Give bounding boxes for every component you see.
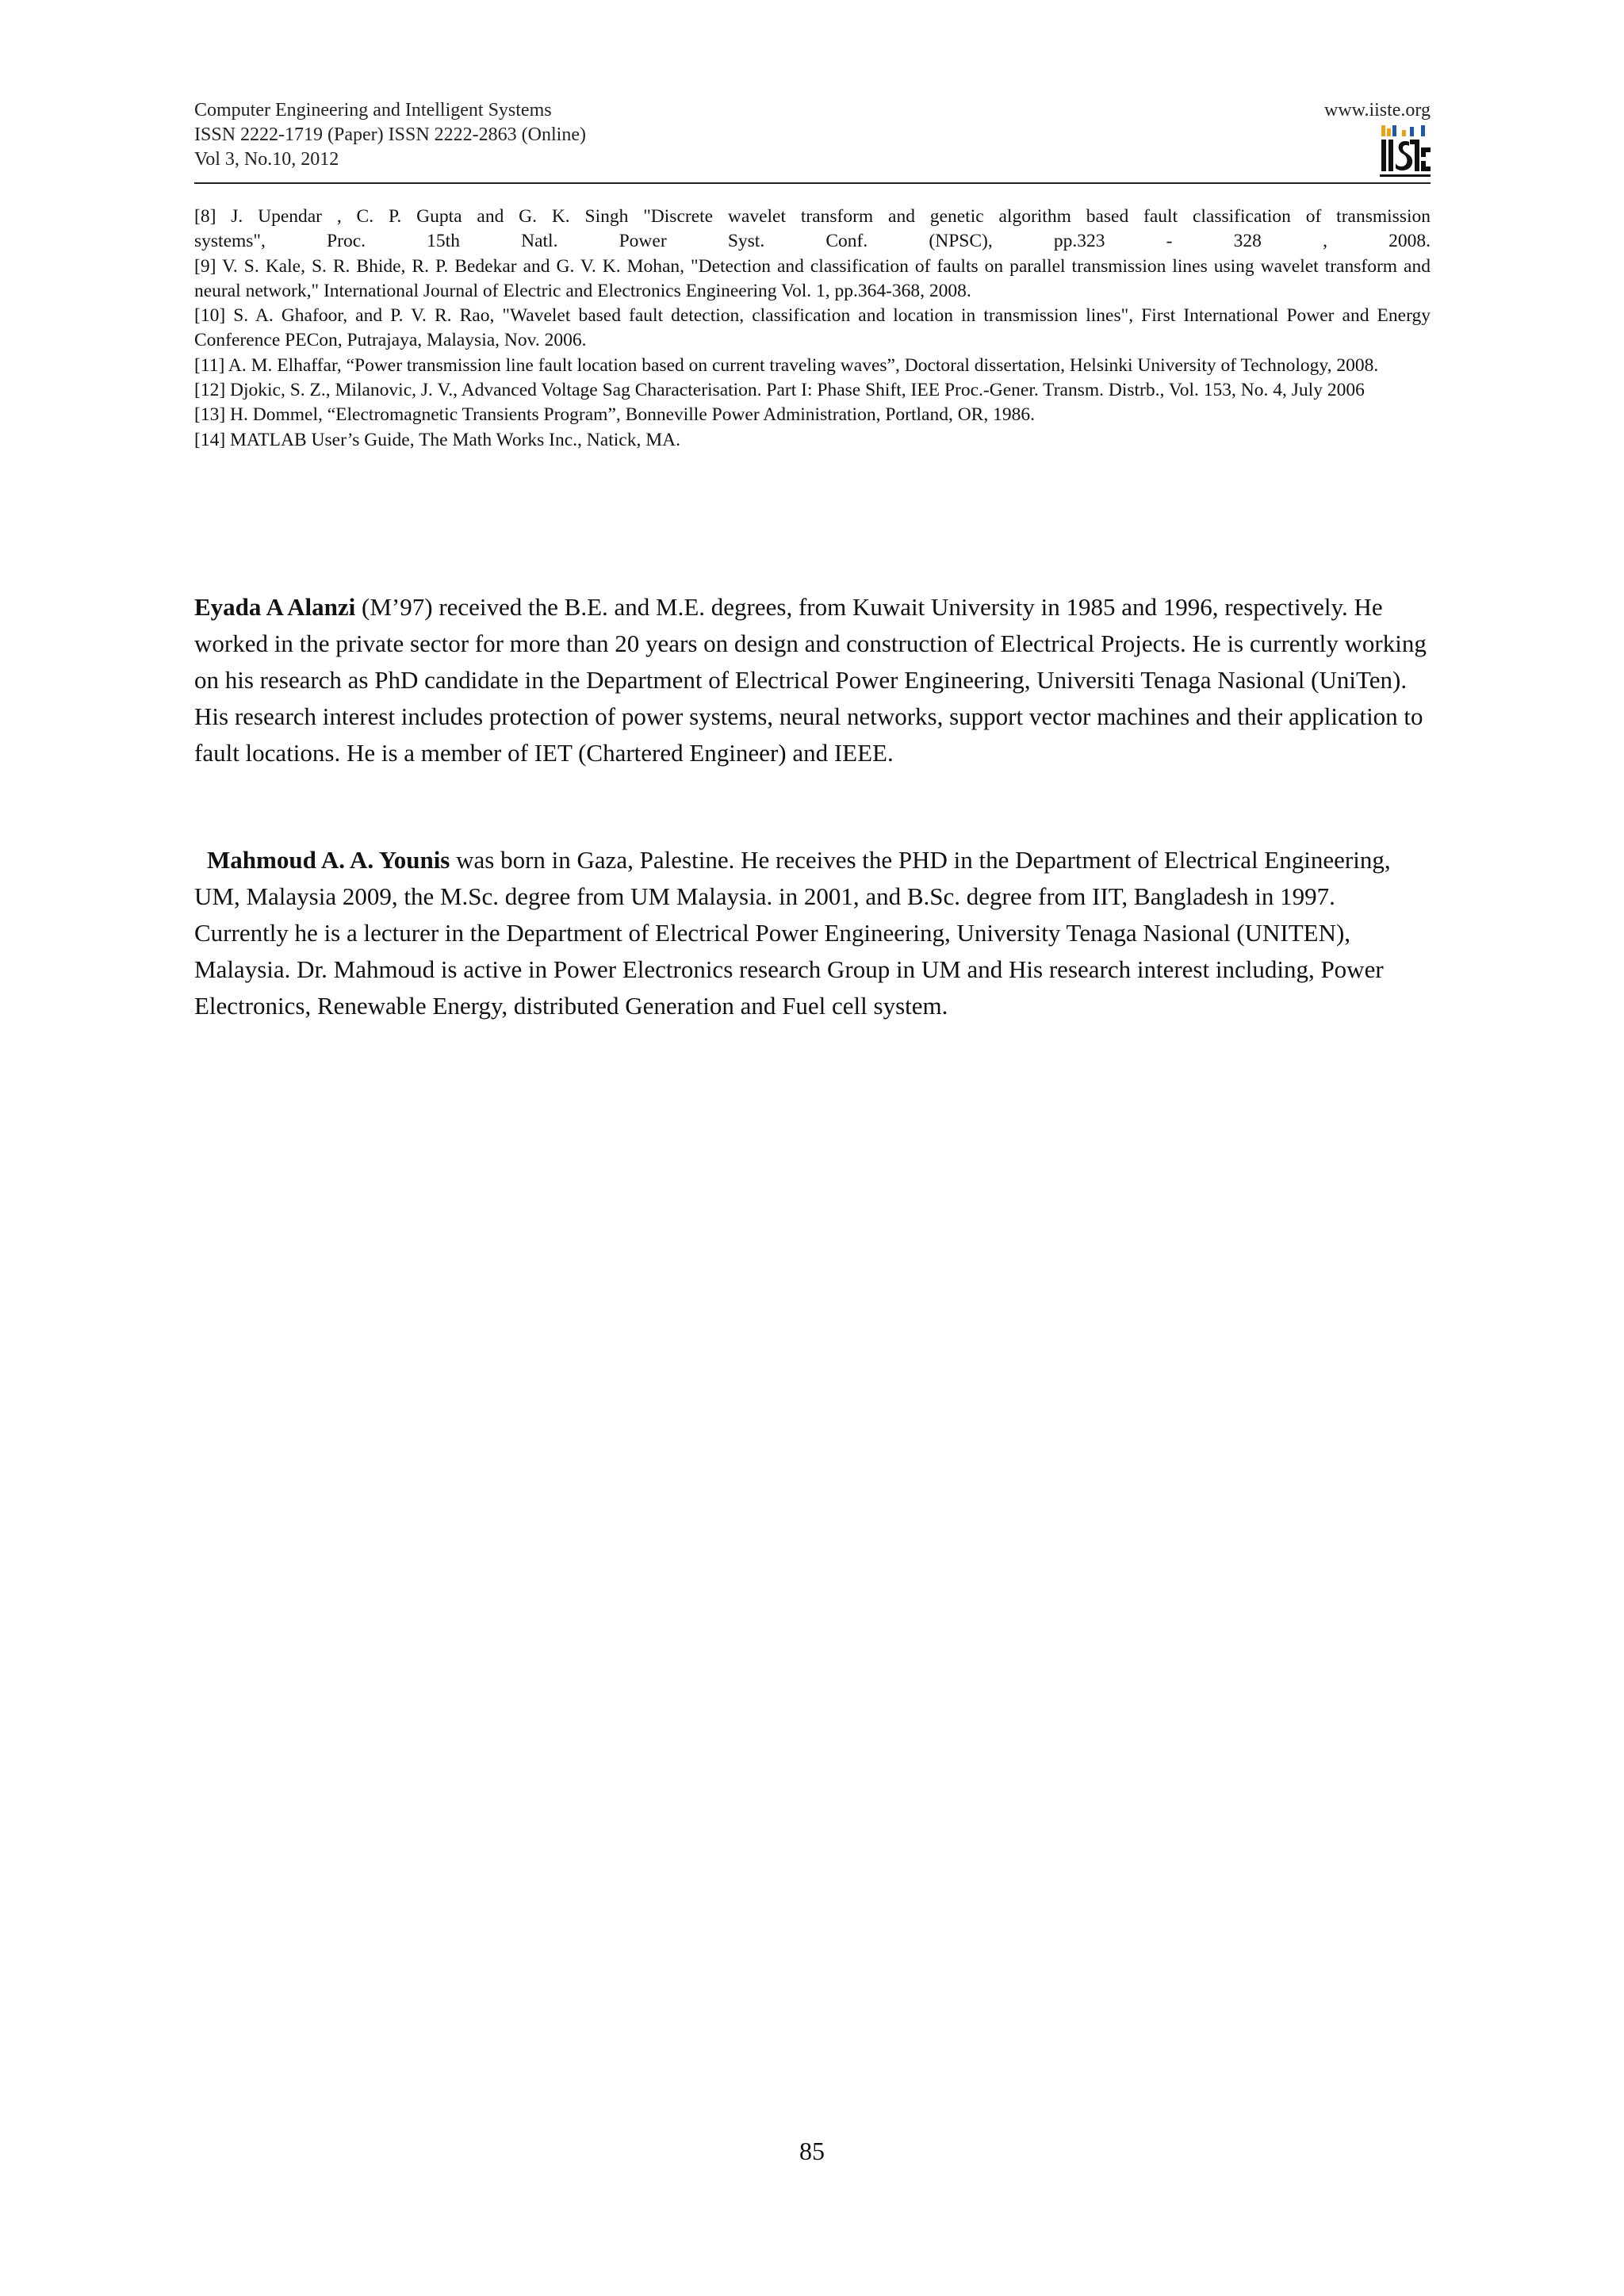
reference-item: [10] S. A. Ghafoor, and P. V. R. Rao, "Wavelet based fault detection, classification and location in transmission lines", First International Power and Energy Conference PECon, Putrajaya, Malaysia, Nov. 2006. xyxy=(194,305,1431,351)
author-bio xyxy=(194,589,1431,771)
author-name: Mahmoud A. A. Younis xyxy=(207,846,450,874)
header-divider xyxy=(194,182,1431,184)
journal-issn: ISSN 2222-1719 (Paper) ISSN 2222-2863 (Online) xyxy=(194,124,586,145)
reference-item: [9] V. S. Kale, S. R. Bhide, R. P. Bedekar and G. V. K. Mohan, "Detection and classification of faults on parallel transmission lines using wavelet transform and neural network," International Journal of Electric and Electronics Engineering Vol. 1, pp.364-368, 2008. xyxy=(194,255,1431,301)
reference-item: [13] H. Dommel, “Electromagnetic Transients Program”, Bonneville Power Administration, Portland, OR, 1986. xyxy=(194,404,1035,426)
author-bio xyxy=(194,842,1431,1024)
author-bio-text: was born in Gaza, Palestine. He receives the PHD in the Department of Electrical Engineering, UM, Malaysia 2009, the M.Sc. degree from UM Malaysia. in 2001, and B.Sc. degree from IIT, Bangladesh in 1997. Currently he is a lecturer in the Department of Electrical Power Engineering, University Tenaga Nasional (UNITEN), Malaysia. Dr. Mahmoud is active in Power Electronics research Group in UM and His research interest including, Power Electronics, Renewable Energy, distributed Generation and Fuel cell system. xyxy=(194,846,1391,1020)
journal-title: Computer Engineering and Intelligent Systems xyxy=(194,100,552,121)
reference-item-continuation: systems", Proc. 15th Natl. Power Syst. Conf. (NPSC), pp.323 - 328 , 2008. xyxy=(194,231,1431,252)
page-number: 85 xyxy=(799,2137,825,2165)
reference-item: [8] J. Upendar , C. P. Gupta and G. K. Singh "Discrete wavelet transform and genetic algorithm based fault classification of transmission xyxy=(194,206,1431,227)
journal-volume: Vol 3, No.10, 2012 xyxy=(194,149,339,170)
reference-item: [11] A. M. Elhaffar, “Power transmission line fault location based on current traveling waves”, Doctoral dissertation, Helsinki University of Technology, 2008. xyxy=(194,354,1379,376)
iiste-logo-icon xyxy=(1380,124,1431,179)
reference-list xyxy=(194,205,1431,453)
reference-item: [14] MATLAB User’s Guide, The Math Works Inc., Natick, MA. xyxy=(194,429,680,450)
reference-item: [12] Djokic, S. Z., Milanovic, J. V., Advanced Voltage Sag Characterisation. Part I: Phase Shift, IEE Proc.-Gener. Transm. Distrb., Vol. 153, No. 4, July 2006 xyxy=(194,380,1365,401)
author-name: Eyada A Alanzi xyxy=(194,593,356,621)
author-bio-text: (M’97) received the B.E. and M.E. degrees, from Kuwait University in 1985 and 1996, respectively. He worked in the private sector for more than 20 years on design and construction of Electrical Projects. He is currently working on his research as PhD candidate in the Department of Electrical Power Engineering, Universiti Tenaga Nasional (UniTen). His research interest includes protection of power systems, neural networks, support vector machines and their application to fault locations. He is a member of IET (Chartered Engineer) and IEEE. xyxy=(194,593,1427,767)
journal-header xyxy=(194,98,586,172)
journal-website: www.iiste.org xyxy=(1324,100,1431,121)
